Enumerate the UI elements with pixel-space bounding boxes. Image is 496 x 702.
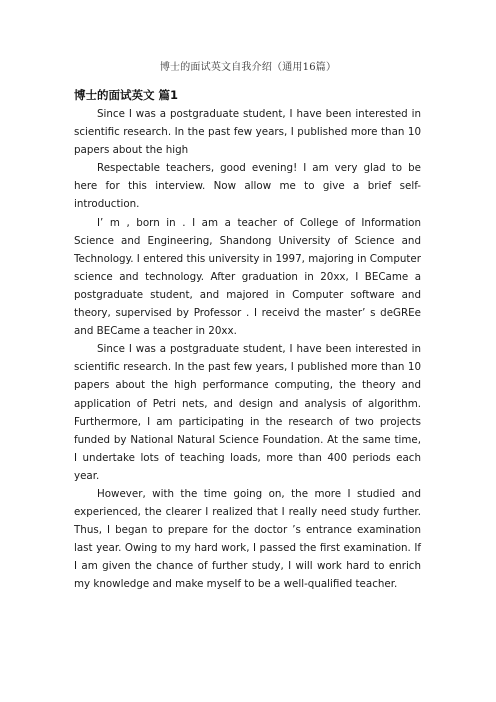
- section-title: 博士的面试英文 篇1: [74, 88, 179, 102]
- document-header: 博士的面试英文自我介绍（通用16篇）: [159, 62, 337, 73]
- paragraph: Since I was a postgraduate student, I have been interested in scientific research. In the past few years, I published more than 10 papers about the high: [74, 108, 421, 157]
- document-body: [74, 105, 421, 594]
- paragraph: I’ m , born in . I am a teacher of College of Information Science and Engineering, Shandong University of Science and Technology. I entered this university in 1997, majoring in Computer science and technology. After graduation in 20xx, I BECame a postgraduate student, and majored in Computer software and theory, supervised by Professor . I receivd the master’ s deGREe and BECame a teacher in 20xx.: [74, 216, 421, 338]
- paragraph: However, with the time going on, the more I studied and experienced, the clearer I realized that I really need study further. Thus, I began to prepare for the doctor ’s entrance examination last year. Owing to my hard work, I passed the first examination. If I am given the chance of further study, I will work hard to enrich my knowledge and make myself to be a well-qualified teacher.: [74, 487, 421, 591]
- paragraph: Respectable teachers, good evening! I am very glad to be here for this interview. Now allow me to give a brief self-introduction.: [74, 162, 421, 211]
- paragraph: Since I was a postgraduate student, I have been interested in scientific research. In the past few years, I published more than 10 papers about the high performance computing, the theory and application of Petri nets, and design and analysis of algorithm. Furthermore, I am participating in the research of two projects funded by National Natural Science Foundation. At the same time, I undertake lots of teaching loads, more than 400 periods each year.: [74, 343, 421, 482]
